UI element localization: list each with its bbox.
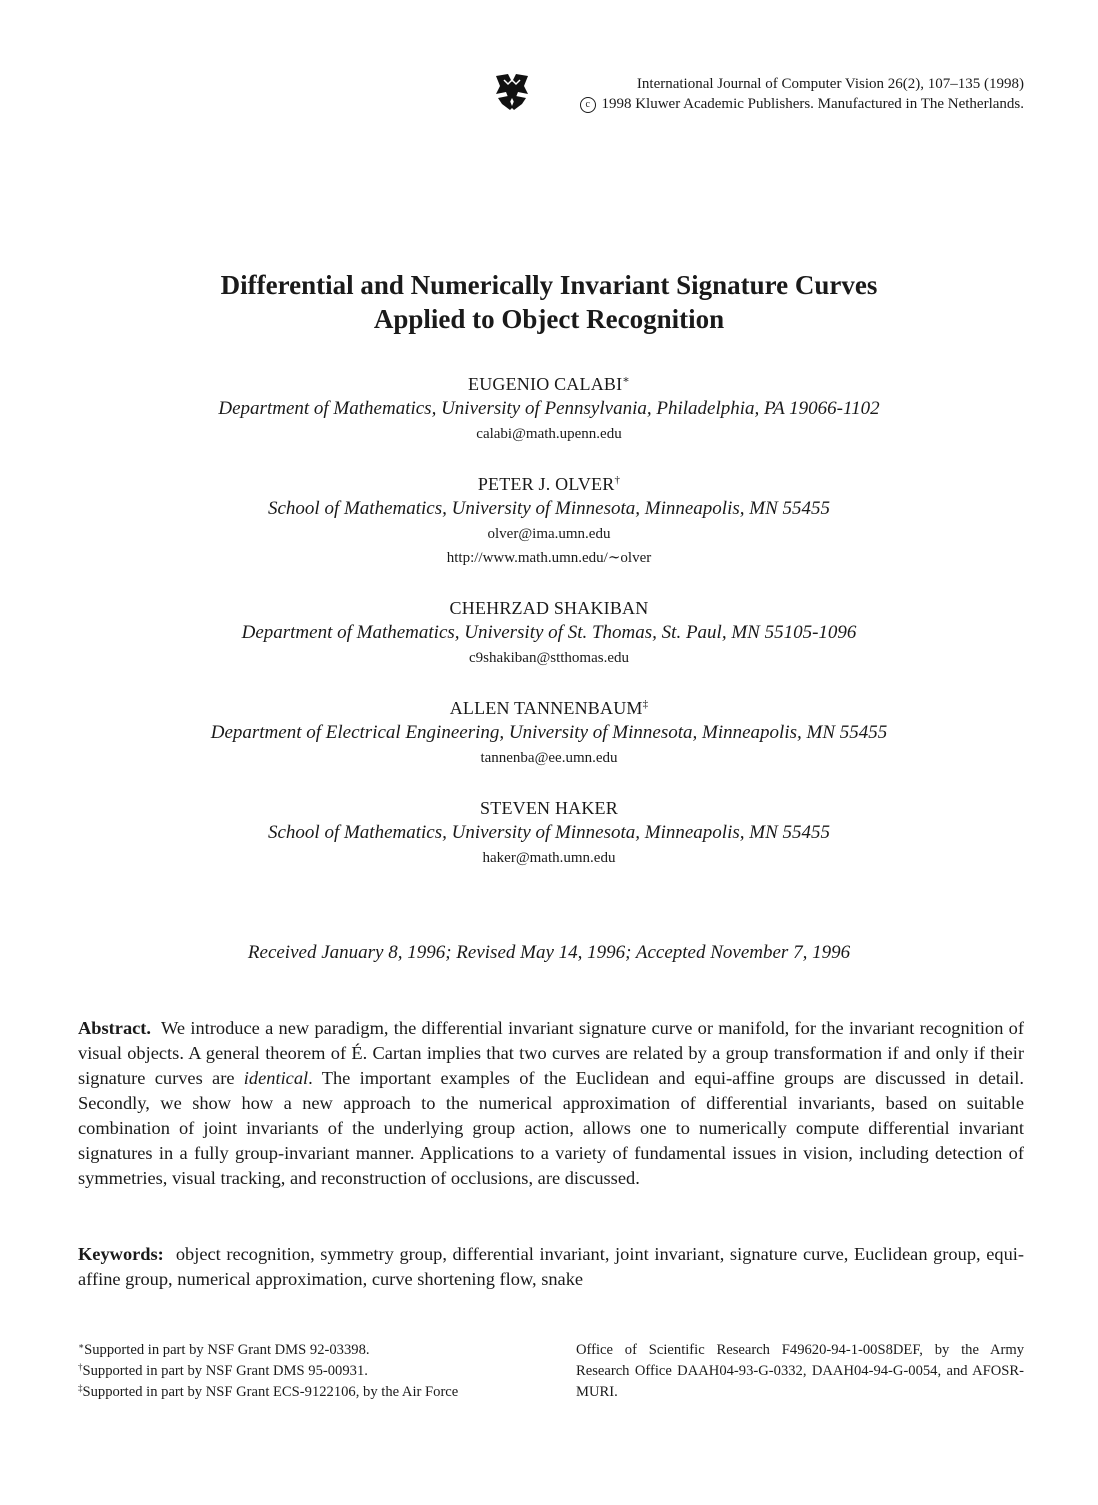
footnote: †Supported in part by NSF Grant DMS 95-00931.: [78, 1362, 368, 1379]
journal-header: [494, 72, 1024, 116]
author-block: [0, 472, 1098, 570]
author-name: PETER J. OLVER†: [477, 474, 621, 494]
author-affiliation: Department of Mathematics, University of St. Thomas, St. Paul, MN 55105-1096: [241, 622, 857, 643]
keywords-label: Keywords:: [78, 1244, 164, 1264]
author-affiliation: Department of Electrical Engineering, University of Minnesota, Minneapolis, MN 55455: [210, 722, 888, 743]
author-email: calabi@math.upenn.edu: [476, 426, 622, 442]
keywords-text: object recognition, symmetry group, differential invariant, joint invariant, signature curve, Euclidean group, equi-affine group, numerical approximation, curve shortening flow, snake: [78, 1244, 1024, 1289]
author-affiliation: School of Mathematics, University of Minnesota, Minneapolis, MN 55455: [267, 498, 830, 519]
author-list: [0, 372, 1098, 896]
author-name: CHEHRZAD SHAKIBAN: [449, 598, 649, 618]
title-line-1: Differential and Numerically Invariant Signature Curves: [220, 270, 878, 300]
footnote-mark: ‡: [78, 1383, 83, 1393]
author-email: olver@ima.umn.edu: [487, 526, 611, 542]
footnote: ‡Supported in part by NSF Grant ECS-9122106, by the Air Force: [78, 1383, 459, 1400]
abstract-emphasis: identical: [243, 1068, 309, 1088]
journal-citation: International Journal of Computer Vision 26(2), 107–135 (1998): [636, 76, 1024, 92]
title-line-2: Applied to Object Recognition: [373, 304, 725, 334]
footnote-mark: †: [78, 1362, 83, 1372]
footnote-mark: ∗: [622, 374, 630, 386]
author-homepage-url: http://www.math.umn.edu/∼olver: [446, 550, 652, 566]
footnote-continuation: Office of Scientific Research F49620-94-1-00S8DEF, by the Army Research Office DAAH04-93-G-0332, DAAH04-94-G-0054, and AFOSR-MURI.: [576, 1342, 1024, 1400]
footnotes: [78, 1340, 530, 1403]
footnote-mark: ∗: [78, 1341, 85, 1351]
author-name: ALLEN TANNENBAUM‡: [449, 698, 649, 718]
author-email: c9shakiban@stthomas.edu: [468, 650, 630, 666]
author-affiliation: Department of Mathematics, University of Pennsylvania, Philadelphia, PA 19066-1102: [218, 398, 880, 419]
received-dates: Received January 8, 1996; Revised May 14, 1996; Accepted November 7, 1996: [247, 942, 851, 963]
author-block: [0, 372, 1098, 446]
keywords: [78, 1242, 1024, 1292]
author-email: tannenba@ee.umn.edu: [480, 750, 618, 766]
abstract-text-part-1: We introduce a new paradigm, the differential invariant signature curve or manifold, for the invariant recognition of visual objects. A general theorem of É. Cartan implies that two curves are related by a group transformation if and only if their signature curves are: [78, 1018, 1024, 1088]
author-name: STEVEN HAKER: [480, 798, 618, 818]
author-affiliation: School of Mathematics, University of Minnesota, Minneapolis, MN 55455: [267, 822, 830, 843]
footnote-mark: †: [614, 474, 621, 486]
journal-info: [580, 74, 1024, 114]
copyright-icon: c: [580, 97, 596, 113]
copyright-text: 1998 Kluwer Academic Publishers. Manufactured in The Netherlands.: [601, 96, 1024, 112]
author-block: [0, 696, 1098, 770]
paper-title: [0, 268, 1098, 336]
author-block: [0, 596, 1098, 670]
author-block: [0, 796, 1098, 870]
abstract-text-part-2: . The important examples of the Euclidean and equi-affine groups are discussed in detail. Secondly, we show how a new approach to the numerical approximation of differential invariants, based on suitable combination of joint invariants of the underlying group action, allows one to numerically compute differential invariant signatures in a fully group-invariant manner. Applications to a variety of fundamental issues in vision, including detection of symmetries, visual tracking, and reconstruction of occlusions, are discussed.: [78, 1068, 1024, 1188]
footnote-mark: ‡: [642, 698, 649, 710]
author-name: EUGENIO CALABI∗: [468, 374, 630, 394]
copyright-line: [580, 94, 1024, 114]
kluwer-logo-icon: [494, 72, 530, 112]
footnote: ∗Supported in part by NSF Grant DMS 92-03398.: [78, 1341, 370, 1358]
abstract: [78, 1016, 1024, 1191]
abstract-label: Abstract.: [78, 1018, 152, 1038]
author-email: haker@math.umn.edu: [482, 850, 616, 866]
